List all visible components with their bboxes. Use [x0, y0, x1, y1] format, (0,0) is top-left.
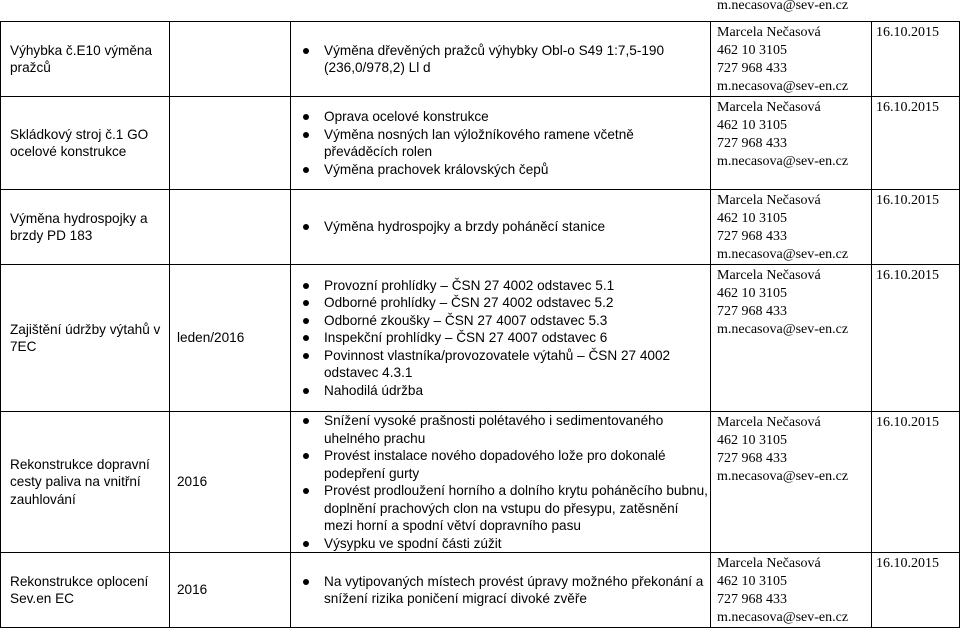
date-cell: 16.10.2015 [872, 22, 960, 97]
contact-cell [711, 22, 872, 97]
measures-cell [291, 412, 711, 553]
subject-cell: Zajištění údržby výtahů v 7EC [1, 265, 170, 412]
contact-phone: 727 968 433 [717, 592, 787, 607]
contact-cell [711, 265, 872, 412]
contact-name: Marcela Nečasová [717, 25, 821, 40]
contact-email: m.necasova@sev-en.cz [717, 79, 849, 94]
contact-phone: 462 10 3105 [717, 211, 787, 226]
measures-list [297, 218, 710, 236]
list-item: Výměna dřevěných pražců výhybky Obl-o S49 1:7,5-190 (236,0/978,2) Ll d [297, 42, 710, 77]
period-cell: leden/2016 [170, 265, 291, 412]
measures-cell [291, 265, 711, 412]
contact-cell [711, 553, 872, 628]
table-row [1, 97, 960, 190]
table-row [1, 190, 960, 265]
list-item: Povinnost vlastníka/provozovatele výtahů – ČSN 27 4002 odstavec 4.3.1 [297, 347, 710, 382]
list-item: Provést prodloužení horního a dolního krytu poháněcího bubnu, doplnění prachových clon na vstupu do přesypu, zatěsnění mezi horní a spodní větví dopravního pasu [297, 482, 710, 535]
measures-cell [291, 190, 711, 265]
contact-name: Marcela Nečasová [717, 556, 821, 571]
subject-cell: Výhybka č.E10 výměna pražců [1, 22, 170, 97]
list-item: Provozní prohlídky – ČSN 27 4002 odstavec 5.1 [297, 277, 710, 295]
list-item: Výměna prachovek královských čepů [297, 161, 710, 179]
table-row [1, 412, 960, 553]
contact-phone: 727 968 433 [717, 61, 787, 76]
period-cell: 2016 [170, 553, 291, 628]
list-item: Odborné zkoušky – ČSN 27 4007 odstavec 5.3 [297, 312, 710, 330]
contact-phone: 462 10 3105 [717, 43, 787, 58]
measures-list [297, 412, 710, 552]
date-cell: 16.10.2015 [872, 190, 960, 265]
date-cell: 16.10.2015 [872, 265, 960, 412]
table-row [1, 265, 960, 412]
list-item: Provést instalace nového dopadového lože pro dokonalé podepření gurty [297, 447, 710, 482]
contact-cell [711, 412, 872, 553]
contact-email: m.necasova@sev-en.cz [717, 610, 849, 625]
period-cell: 2016 [170, 412, 291, 553]
measures-list [297, 42, 710, 77]
contact-phone: 462 10 3105 [717, 118, 787, 133]
contact-email: m.necasova@sev-en.cz [717, 247, 849, 262]
contact-phone: 462 10 3105 [717, 286, 787, 301]
list-item: Výměna hydrospojky a brzdy poháněcí stanice [297, 218, 710, 236]
subject-cell: Výměna hydrospojky a brzdy PD 183 [1, 190, 170, 265]
subject-cell: Skládkový stroj č.1 GO ocelové konstrukce [1, 97, 170, 190]
list-item: Oprava ocelové konstrukce [297, 108, 710, 126]
maintenance-table [0, 21, 960, 628]
contact-name: Marcela Nečasová [717, 100, 821, 115]
list-item: Nahodilá údržba [297, 382, 710, 400]
contact-phone: 727 968 433 [717, 304, 787, 319]
measures-cell [291, 22, 711, 97]
list-item: Snížení vysoké prašnosti polétavého i sedimentovaného uhelného prachu [297, 412, 710, 447]
table-row [1, 553, 960, 628]
list-item: Odborné prohlídky – ČSN 27 4002 odstavec 5.2 [297, 294, 710, 312]
contact-phone: 727 968 433 [717, 136, 787, 151]
contact-phone: 462 10 3105 [717, 433, 787, 448]
subject-cell: Rekonstrukce oplocení Sev.en EC [1, 553, 170, 628]
contact-email: m.necasova@sev-en.cz [717, 469, 849, 484]
date-cell: 16.10.2015 [872, 553, 960, 628]
list-item: Výměna nosných lan výložníkového ramene včetně převáděcích rolen [297, 126, 710, 161]
contact-name: Marcela Nečasová [717, 193, 821, 208]
contact-email: m.necasova@sev-en.cz [717, 154, 849, 169]
period-cell [170, 22, 291, 97]
measures-list [297, 277, 710, 400]
period-cell [170, 190, 291, 265]
measures-list [297, 573, 710, 608]
subject-cell: Rekonstrukce dopravní cesty paliva na vnitřní zauhlování [1, 412, 170, 553]
contact-cell [711, 190, 872, 265]
list-item: Na vytipovaných místech provést úpravy možného překonání a snížení rizika poničení migrací divoké zvěře [297, 573, 710, 608]
header-email-fragment: m.necasova@sev-en.cz [717, 0, 849, 13]
contact-phone: 727 968 433 [717, 451, 787, 466]
contact-name: Marcela Nečasová [717, 415, 821, 430]
contact-phone: 462 10 3105 [717, 574, 787, 589]
measures-list [297, 108, 710, 178]
contact-name: Marcela Nečasová [717, 268, 821, 283]
contact-email: m.necasova@sev-en.cz [717, 322, 849, 337]
contact-phone: 727 968 433 [717, 229, 787, 244]
table-row [1, 22, 960, 97]
list-item: Inspekční prohlídky – ČSN 27 4007 odstavec 6 [297, 329, 710, 347]
date-cell: 16.10.2015 [872, 97, 960, 190]
period-cell [170, 97, 291, 190]
measures-cell [291, 553, 711, 628]
list-item: Výsypku ve spodní části zúžit [297, 535, 710, 553]
contact-cell [711, 97, 872, 190]
date-cell: 16.10.2015 [872, 412, 960, 553]
measures-cell [291, 97, 711, 190]
